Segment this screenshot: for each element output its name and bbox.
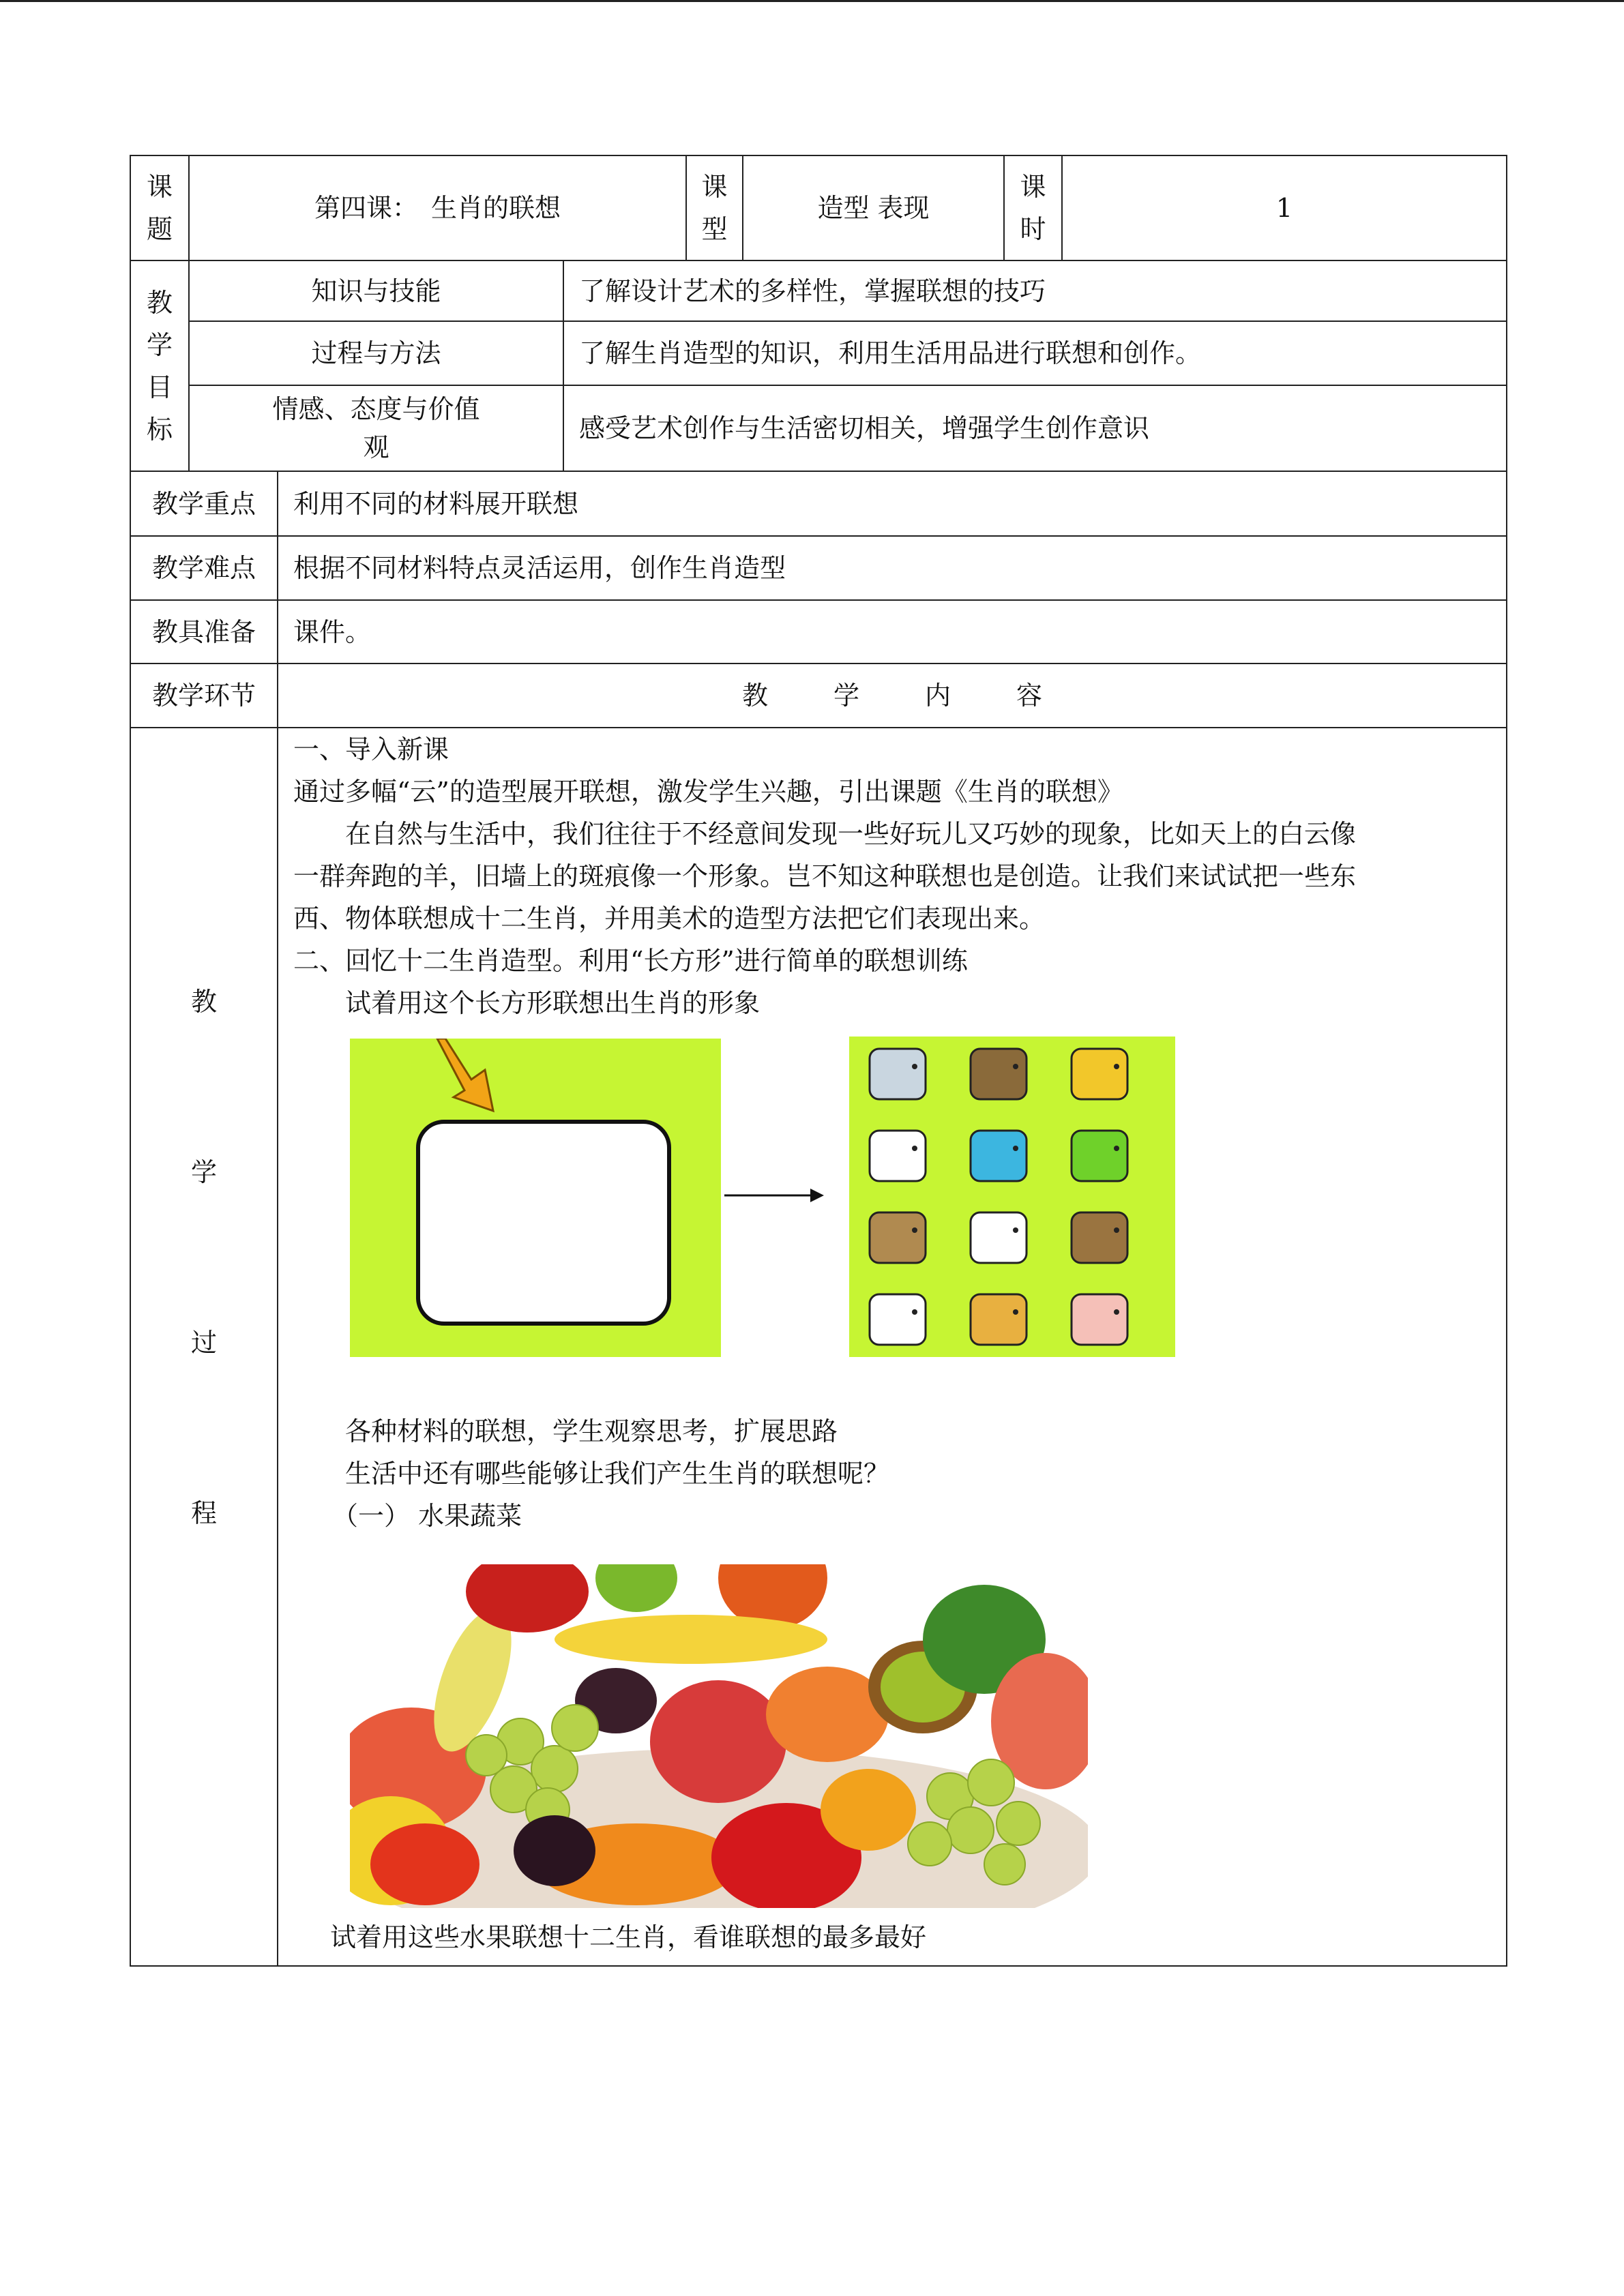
process-content <box>278 728 1507 1966</box>
process-label: 教 学 过 程 <box>130 728 278 1966</box>
page-top-border <box>0 0 1624 2</box>
difficulty-value: 根据不同材料特点灵活运用，创作生肖造型 <box>278 536 1507 600</box>
rectangle-figure <box>350 1039 721 1357</box>
goal-name-knowledge: 知识与技能 <box>189 260 563 321</box>
goal-name-process: 过程与方法 <box>189 321 563 385</box>
section-title-intro: 一、导入新课 <box>293 734 449 764</box>
stage-label: 教学环节 <box>130 664 278 728</box>
goal-name-emotion: 情感、态度与价值 观 <box>189 385 563 471</box>
hours-label: 课 时 <box>1004 155 1062 260</box>
key-point-label: 教学重点 <box>130 471 278 536</box>
fruit-vegetable-image <box>350 1564 1088 1908</box>
key-point-row <box>130 471 1507 536</box>
right-arrow-icon <box>723 1185 825 1206</box>
goal-value-knowledge: 了解设计艺术的多样性，掌握联想的技巧 <box>563 260 1507 321</box>
paragraph-line: 一群奔跑的羊，旧墙上的斑痕像一个形象。岂不知这种联想也是创造。让我们来试试把一些东 <box>293 861 1357 891</box>
topic-value: 第四课： 生肖的联想 <box>189 155 686 260</box>
header-row <box>130 155 1507 260</box>
topic-label: 课 题 <box>130 155 189 260</box>
hours-value: 1 <box>1062 155 1507 260</box>
fruit-pile-icon <box>350 1564 1088 1908</box>
tools-row <box>130 600 1507 664</box>
paragraph-line: 试着用这个长方形联想出生肖的形象 <box>293 988 761 1018</box>
goals-label: 教 学 目 标 <box>130 260 189 471</box>
difficulty-label: 教学难点 <box>130 536 278 600</box>
paragraph-line: 通过多幅“云”的造型展开联想，激发学生兴趣，引出课题《生肖的联想》 <box>293 777 1123 807</box>
zodiac-grid-figure <box>849 1037 1175 1357</box>
rectangle-arrow-icon <box>350 1039 721 1357</box>
type-value: 造型 表现 <box>743 155 1004 260</box>
paragraph-line: 各种材料的联想，学生观察思考，扩展思路 <box>293 1416 838 1446</box>
goal-value-emotion: 感受艺术创作与生活密切相关，增强学生创作意识 <box>563 385 1507 471</box>
closing-line: 试着用这些水果联想十二生肖，看谁联想的最多最好 <box>278 1922 927 1952</box>
lesson-plan-table <box>130 155 1507 1967</box>
goal-row-process <box>130 321 1507 385</box>
content-heading: 教 学 内 容 <box>278 664 1507 728</box>
paragraph-line: 生活中还有哪些能够让我们产生生肖的联想呢？ <box>293 1459 890 1489</box>
goal-value-process: 了解生肖造型的知识，利用生活用品进行联想和创作。 <box>563 321 1507 385</box>
subsection-title-fruit: （一） 水果蔬菜 <box>293 1501 522 1531</box>
goal-row-knowledge <box>130 260 1507 321</box>
zodiac-animals-icon <box>849 1037 1175 1357</box>
goal-row-emotion <box>130 385 1507 471</box>
section-title-review: 二、回忆十二生肖造型。利用“长方形”进行简单的联想训练 <box>293 946 968 976</box>
type-label: 课 型 <box>686 155 743 260</box>
stage-header-row <box>130 664 1507 728</box>
tools-value: 课件。 <box>278 600 1507 664</box>
paragraph-line: 西、物体联想成十二生肖，并用美术的造型方法把它们表现出来。 <box>293 904 1046 934</box>
tools-label: 教具准备 <box>130 600 278 664</box>
process-row <box>130 728 1507 1966</box>
paragraph-line: 在自然与生活中，我们往往于不经意间发现一些好玩儿又巧妙的现象，比如天上的白云像 <box>293 819 1357 849</box>
key-point-value: 利用不同的材料展开联想 <box>278 471 1507 536</box>
difficulty-row <box>130 536 1507 600</box>
